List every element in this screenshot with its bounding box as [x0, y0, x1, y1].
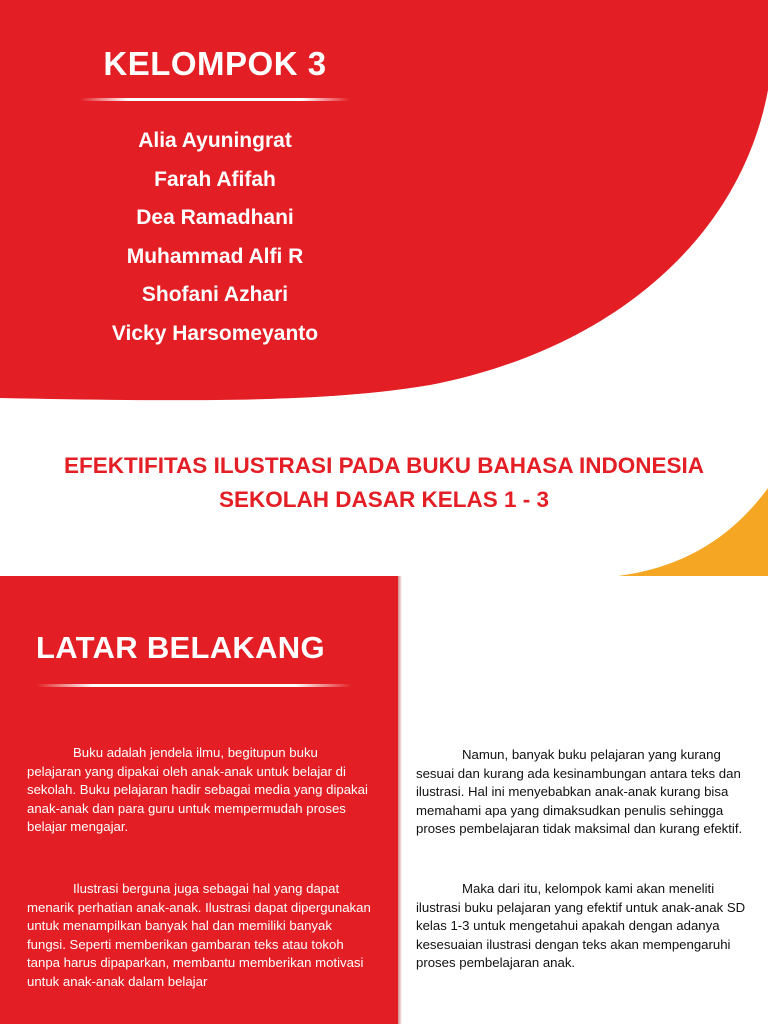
heading-underline — [36, 684, 352, 687]
member-name: Alia Ayuningrat — [138, 129, 292, 152]
member-name: Dea Ramadhani — [136, 206, 294, 229]
member-list — [0, 122, 430, 353]
right-paragraph-2: Maka dari itu, kelompok kami akan meneliti ilustrasi buku pelajaran yang efektif untuk anak-anak SD kelas 1-3 untuk mengetahui apakah dengan adanya kesesuaian ilustrasi dengan teks akan mempengaruhi proses pembelajaran anak. — [416, 881, 746, 970]
member-name: Vicky Harsomeyanto — [111, 321, 319, 345]
section-heading: LATAR BELAKANG — [36, 630, 325, 665]
title-underline — [80, 98, 350, 101]
left-paragraph-1: Buku adalah jendela ilmu, begitupun buku pelajaran yang dipakai oleh anak-anak untuk belajar di sekolah. Buku pelajaran hadir sebagai media yang dipakai anak-anak dan para guru untuk mempermudah proses belajar mengajar. — [27, 745, 368, 834]
subtitle-line-1: EFEKTIFITAS ILUSTRASI PADA BUKU BAHASA INDONESIA — [63, 453, 704, 478]
presentation-subtitle — [0, 449, 768, 517]
panel-shadow — [398, 576, 402, 1024]
member-name: Shofani Azhari — [141, 283, 289, 306]
background-slide — [0, 576, 768, 1024]
member-name: Farah Afifah — [154, 167, 276, 191]
member-name: Muhammad Alfi R — [126, 244, 304, 268]
right-paragraph-1: Namun, banyak buku pelajaran yang kurang sesuai dan kurang ada kesinambungan antara teks dan ilustrasi. Hal ini menyebabkan anak-anak kurang bisa memahami apa yang dimaksudkan penulis sehingga proses pembelajaran tidak maksimal dan kurang efektif. — [416, 747, 743, 836]
group-title: KELOMPOK 3 — [103, 45, 327, 82]
left-paragraph-2: Ilustrasi berguna juga sebagai hal yang dapat menarik perhatian anak-anak. Ilustrasi dapat dipergunakan untuk menampilkan banyak hal dan memiliki banyak fungsi. Seperti memberikan gambaran teks atau tokoh tanpa harus dipaparkan, membantu memberikan motivasi untuk anak-anak dalam belajar — [27, 881, 371, 989]
subtitle-line-2: SEKOLAH DASAR KELAS 1 - 3 — [218, 487, 550, 512]
